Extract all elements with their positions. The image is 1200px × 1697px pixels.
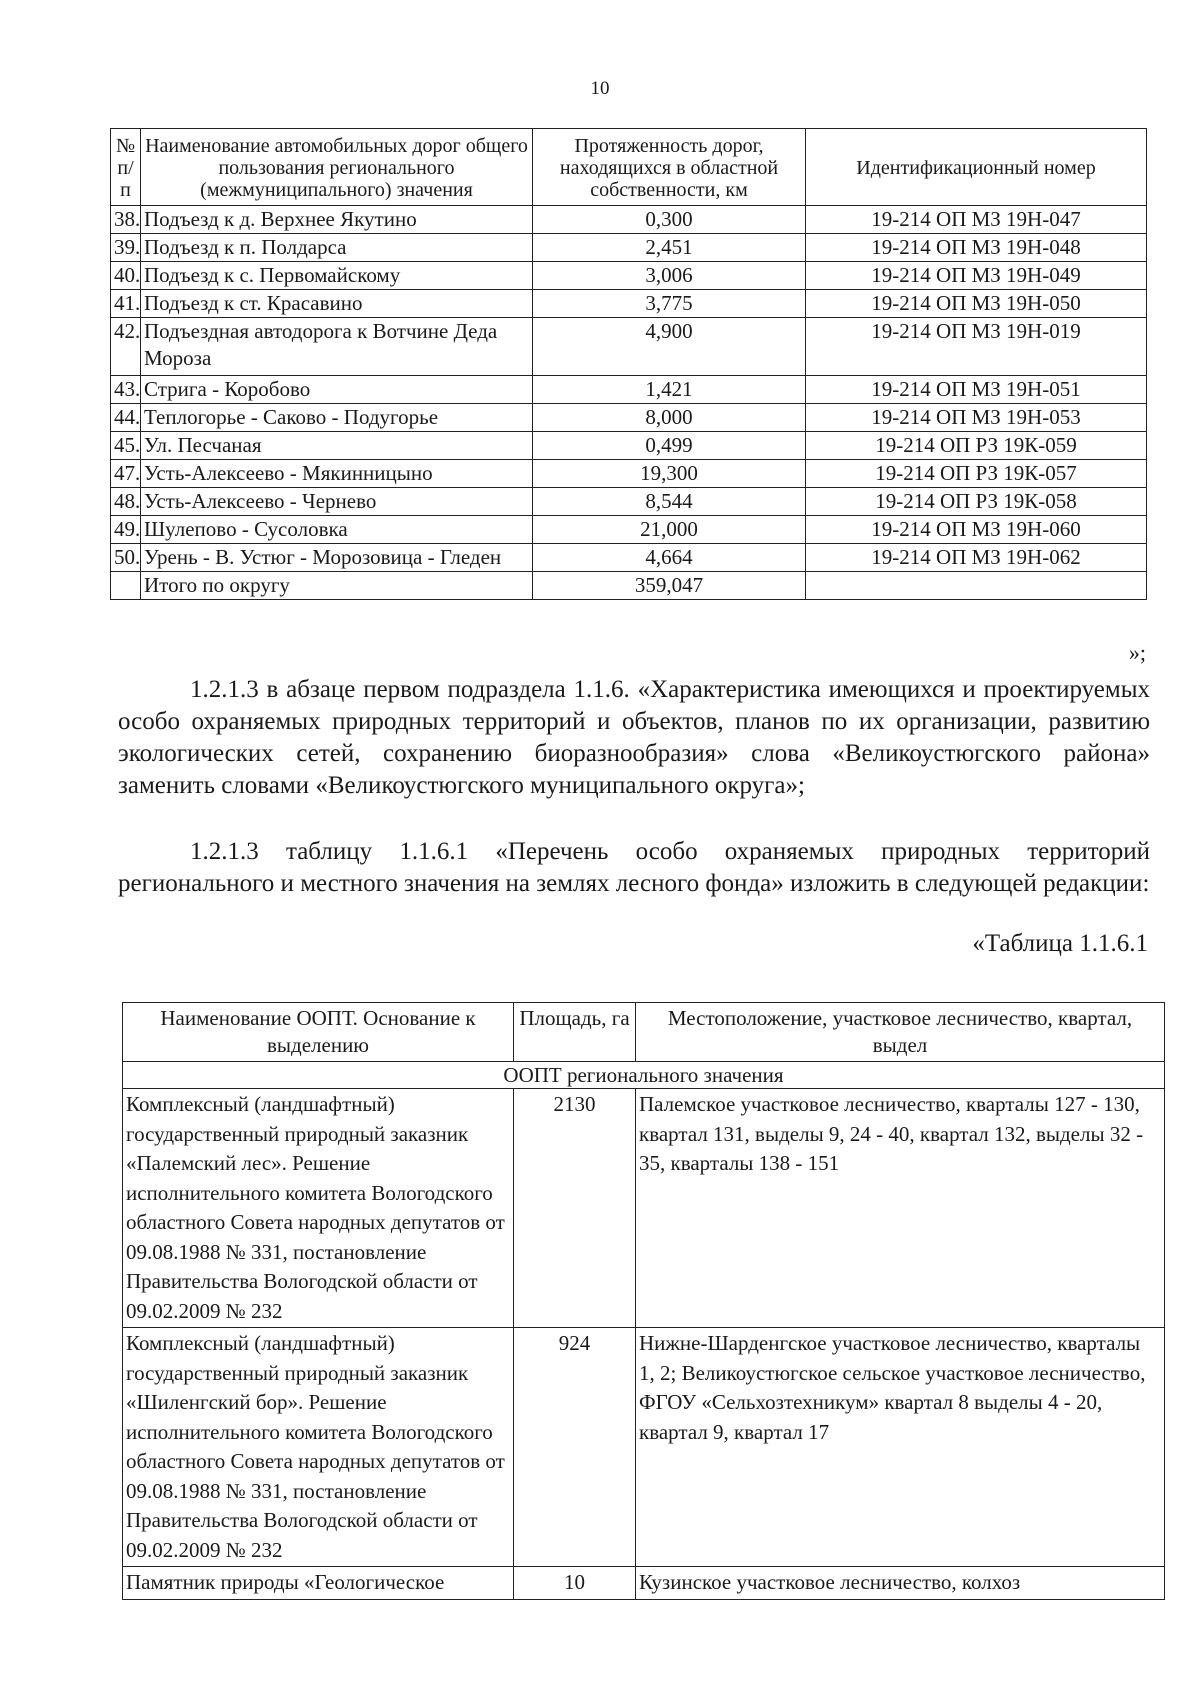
page-number: 10 [590, 78, 610, 99]
row-num: 49. [111, 516, 141, 544]
section-title: ООПТ регионального значения [123, 1062, 1165, 1089]
road-id: 19-214 ОП МЗ 19Н-060 [806, 516, 1147, 544]
table-row [123, 1089, 1165, 1328]
road-length: 8,000 [533, 404, 806, 432]
table-row [123, 1567, 1165, 1600]
table-row [111, 290, 1147, 318]
total-id [806, 572, 1147, 600]
road-length: 3,006 [533, 262, 806, 290]
oopt-area: 10 [514, 1567, 636, 1600]
oopt-name: Комплексный (ландшафтный) государственный природный заказник «Палемский лес». Решение исполнительного комитета Вологодского областного Совета народных депутатов от 09.08.1988 № 331, постановление Правительства Вологодской области от 09.02.2009 № 232 [123, 1089, 514, 1328]
road-name: Шулепово - Сусоловка [141, 516, 533, 544]
table-row [111, 460, 1147, 488]
header-oopt-name: Наименование ООПТ. Основание к выделению [123, 1003, 514, 1062]
header-area: Площадь, га [514, 1003, 636, 1062]
table-row [111, 488, 1147, 516]
road-length: 2,451 [533, 234, 806, 262]
road-length: 0,300 [533, 206, 806, 234]
header-id-number: Идентификационный номер [806, 129, 1147, 206]
oopt-location: Нижне-Шарденгское участковое лесничество, кварталы 1, 2; Великоустюгское сельское участковое лесничество, ФГОУ «Сельхозтехникум» квартал 8 выделы 4 - 20, квартал 9, квартал 17 [636, 1328, 1165, 1567]
table-row [111, 318, 1147, 376]
table-row [123, 1328, 1165, 1567]
paragraph-2-text: 1.2.1.3 таблицу 1.1.6.1 «Перечень особо охраняемых природных территорий регионального и местного значения на землях лесного фонда» изложить в следующей редакции: [118, 838, 1150, 897]
section-row [123, 1062, 1165, 1089]
road-id: 19-214 ОП МЗ 19Н-051 [806, 376, 1147, 404]
road-name: Урень - В. Устюг - Морозовица - Гледен [141, 544, 533, 572]
row-num: 40. [111, 262, 141, 290]
oopt-location: Палемское участковое лесничество, кварталы 127 - 130, квартал 131, выделы 9, 24 - 40, квартал 132, выделы 32 - 35, кварталы 138 - 151 [636, 1089, 1165, 1328]
oopt-name: Памятник природы «Геологическое [123, 1567, 514, 1600]
road-length: 19,300 [533, 460, 806, 488]
row-num: 48. [111, 488, 141, 516]
road-id: 19-214 ОП МЗ 19Н-048 [806, 234, 1147, 262]
table-row [111, 432, 1147, 460]
road-name: Усть-Алексеево - Мякинницыно [141, 460, 533, 488]
oopt-table-header [123, 1003, 1165, 1062]
road-length: 3,775 [533, 290, 806, 318]
road-id: 19-214 ОП МЗ 19Н-049 [806, 262, 1147, 290]
road-length: 8,544 [533, 488, 806, 516]
road-id: 19-214 ОП РЗ 19К-057 [806, 460, 1147, 488]
road-id: 19-214 ОП МЗ 19Н-019 [806, 318, 1147, 376]
roads-table-header [111, 129, 1147, 206]
paragraph-2 [118, 836, 1150, 900]
road-name: Теплогорье - Саково - Подугорье [141, 404, 533, 432]
paragraph-1-text: 1.2.1.3 в абзаце первом подраздела 1.1.6. «Характеристика имеющихся и проектируемых особо охраняемых природных территорий и объектов, планов по их организации, развитию экологических сетей, сохранению биоразнообразия» слова «Великоустюгского района» заменить словами «Великоустюгского муниципального округа»; [118, 676, 1150, 799]
header-length: Протяженность дорог, находящихся в областной собственности, км [533, 129, 806, 206]
road-name: Стрига - Коробово [141, 376, 533, 404]
road-length: 4,900 [533, 318, 806, 376]
row-num: 43. [111, 376, 141, 404]
table-row [111, 376, 1147, 404]
oopt-location: Кузинское участковое лесничество, колхоз [636, 1567, 1165, 1600]
road-length: 21,000 [533, 516, 806, 544]
oopt-table [122, 1002, 1165, 1600]
table-row [111, 516, 1147, 544]
road-length: 4,664 [533, 544, 806, 572]
row-num: 44. [111, 404, 141, 432]
oopt-area: 2130 [514, 1089, 636, 1328]
road-name: Подъезд к п. Полдарса [141, 234, 533, 262]
paragraph-1 [118, 674, 1150, 802]
header-location: Местоположение, участковое лесничество, квартал, выдел [636, 1003, 1165, 1062]
road-id: 19-214 ОП МЗ 19Н-053 [806, 404, 1147, 432]
road-id: 19-214 ОП МЗ 19Н-062 [806, 544, 1147, 572]
row-num: 42. [111, 318, 141, 376]
header-num: № п/п [111, 129, 141, 206]
roads-table [110, 128, 1147, 600]
table-row [111, 234, 1147, 262]
road-name: Усть-Алексеево - Чернево [141, 488, 533, 516]
table-row [111, 206, 1147, 234]
row-num: 50. [111, 544, 141, 572]
road-length: 1,421 [533, 376, 806, 404]
road-id: 19-214 ОП МЗ 19Н-050 [806, 290, 1147, 318]
closing-quote: »; [1128, 640, 1146, 665]
total-label: Итого по округу [141, 572, 533, 600]
road-id: 19-214 ОП МЗ 19Н-047 [806, 206, 1147, 234]
row-num: 41. [111, 290, 141, 318]
row-num: 47. [111, 460, 141, 488]
table-row [111, 404, 1147, 432]
row-num: 38. [111, 206, 141, 234]
road-name: Подъезд к с. Первомайскому [141, 262, 533, 290]
road-name: Подъездная автодорога к Вотчине Деда Мороза [141, 318, 533, 376]
table-row [111, 262, 1147, 290]
road-id: 19-214 ОП РЗ 19К-059 [806, 432, 1147, 460]
total-row [111, 572, 1147, 600]
road-name: Ул. Песчаная [141, 432, 533, 460]
oopt-name: Комплексный (ландшафтный) государственный природный заказник «Шиленгский бор». Решение исполнительного комитета Вологодского областного Совета народных депутатов от 09.08.1988 № 331, постановление Правительства Вологодской области от 09.02.2009 № 232 [123, 1328, 514, 1567]
road-length: 0,499 [533, 432, 806, 460]
oopt-area: 924 [514, 1328, 636, 1567]
row-num: 45. [111, 432, 141, 460]
total-length: 359,047 [533, 572, 806, 600]
table-caption: «Таблица 1.1.6.1 [972, 930, 1148, 957]
row-num: 39. [111, 234, 141, 262]
road-id: 19-214 ОП РЗ 19К-058 [806, 488, 1147, 516]
road-name: Подъезд к д. Верхнее Якутино [141, 206, 533, 234]
table-row [111, 544, 1147, 572]
header-road-name: Наименование автомобильных дорог общего пользования регионального (межмуниципального) значения [141, 129, 533, 206]
total-num [111, 572, 141, 600]
road-name: Подъезд к ст. Красавино [141, 290, 533, 318]
